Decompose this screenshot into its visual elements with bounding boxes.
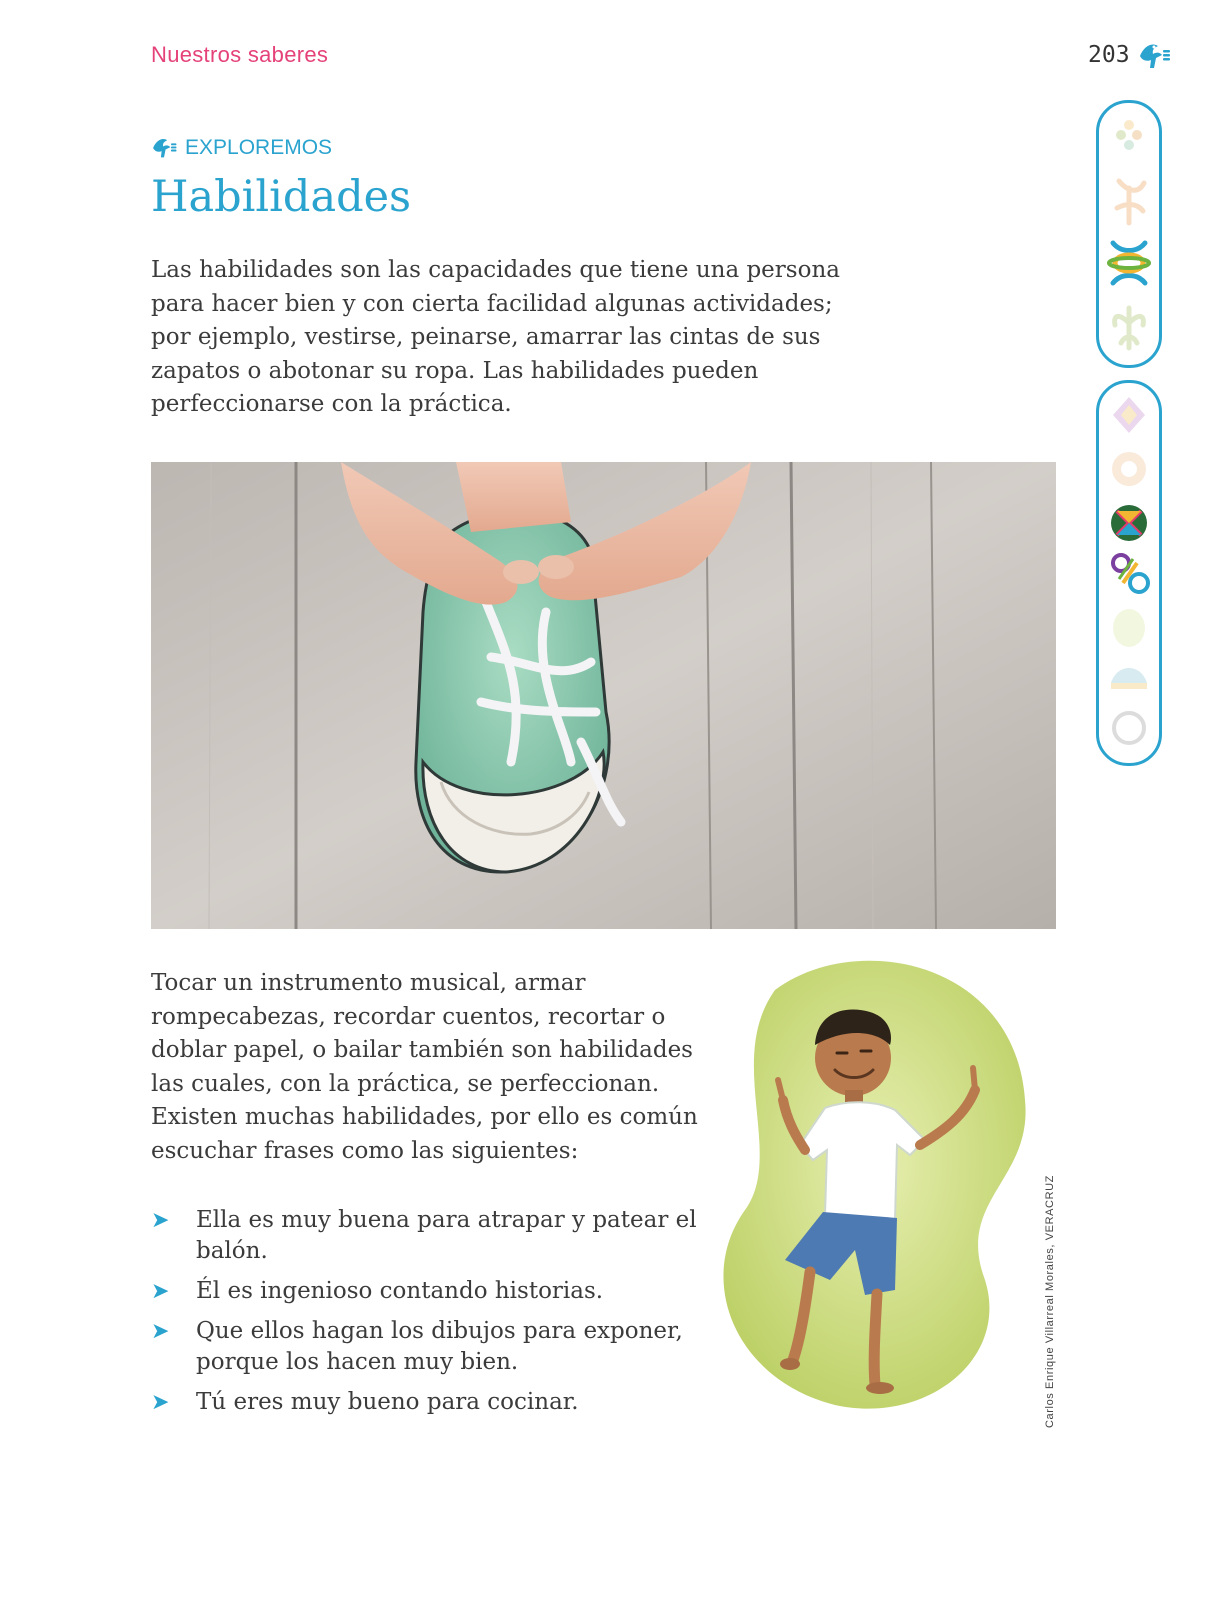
section-label	[149, 134, 332, 162]
bird-hand-icon	[149, 134, 179, 162]
shoe-lacing-photo	[151, 462, 1056, 929]
illustration-credit: Carlos Enrique Villarreal Morales, VERACRUZ	[1044, 1174, 1056, 1428]
arrow-bullet-icon: ➤	[151, 1279, 170, 1304]
bird-hand-icon	[1136, 38, 1172, 78]
body-paragraph: Tocar un instrumento musical, armar rompecabezas, recordar cuentos, recortar o doblar papel, o bailar también son habilidades las cuales, con la práctica, se perfeccionan. Existen muchas habilidades, por ello es común escuchar frases como las siguientes:	[151, 970, 698, 1164]
campo-formativo-icons	[1099, 103, 1159, 365]
campo-formativo-icons	[1099, 383, 1159, 763]
list-item	[151, 1316, 721, 1378]
page-title: Habilidades	[151, 172, 412, 222]
running-header: Nuestros saberes	[151, 42, 329, 67]
campo-formativo-pill-top	[1096, 100, 1162, 368]
campo-formativo-pill-bottom	[1096, 380, 1162, 766]
examples-list	[151, 1205, 721, 1427]
list-item-text: Él es ingenioso contando historias.	[196, 1278, 604, 1304]
section-label-text: EXPLOREMOS	[185, 136, 333, 159]
intro-paragraph: Las habilidades son las capacidades que tiene una persona para hacer bien y con cierta facilidad algunas actividades; por ejemplo, vestirse, peinarse, amarrar las cintas de sus zapatos o abotonar su ropa. Las habilidades pueden perfeccionarse con la práctica.	[151, 257, 840, 417]
list-item	[151, 1387, 721, 1418]
list-item-text: Tú eres muy bueno para cocinar.	[196, 1389, 579, 1415]
arrow-bullet-icon: ➤	[151, 1208, 170, 1233]
arrow-bullet-icon: ➤	[151, 1390, 170, 1415]
list-item-text: Que ellos hagan los dibujos para exponer, porque los hacen muy bien.	[196, 1318, 683, 1375]
dancing-boy-illustration	[705, 950, 1035, 1429]
list-item	[151, 1205, 721, 1267]
list-item	[151, 1276, 721, 1307]
arrow-bullet-icon: ➤	[151, 1319, 170, 1344]
page-number: 203	[1088, 42, 1130, 68]
list-item-text: Ella es muy buena para atrapar y patear el balón.	[196, 1207, 697, 1264]
